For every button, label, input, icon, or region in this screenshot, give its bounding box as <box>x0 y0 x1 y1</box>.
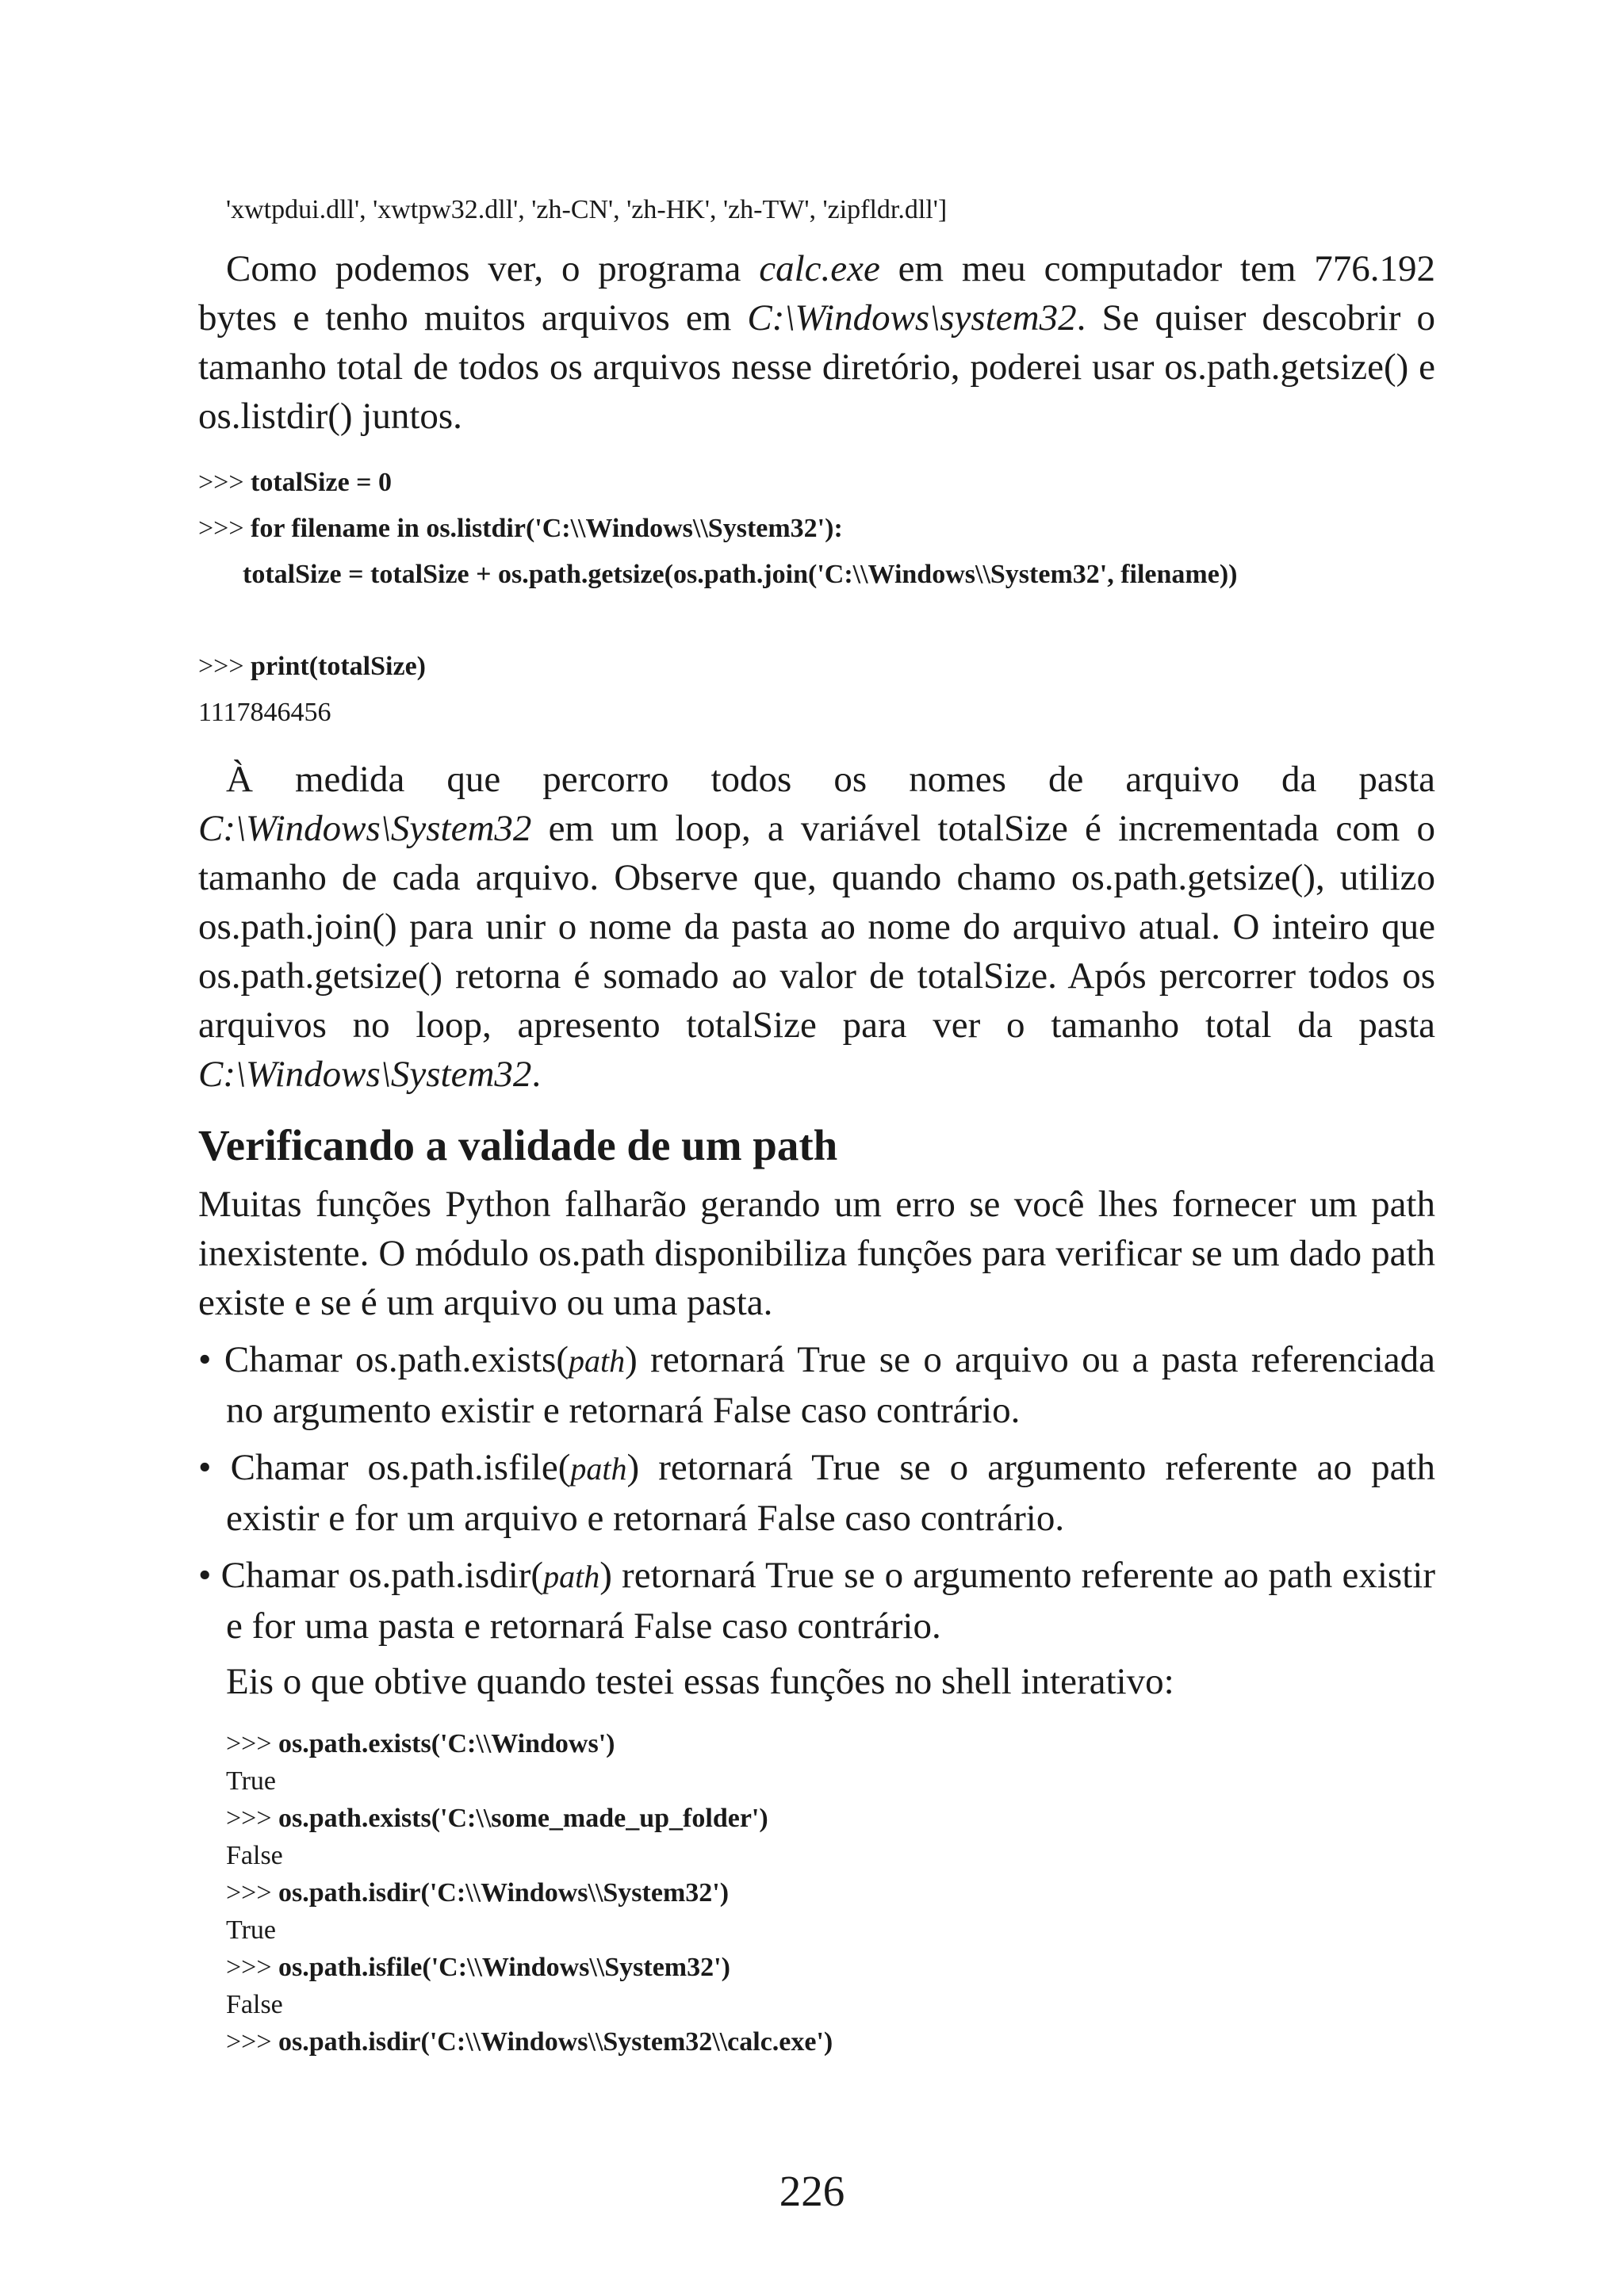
code-output-line: 'xwtpdui.dll', 'xwtpw32.dll', 'zh-CN', 'zh-HK', 'zh-TW', 'zipfldr.dll'] <box>226 195 948 224</box>
text-span: Como podemos ver, o programa <box>226 248 760 289</box>
code-command: os.path.isdir('C:\\Windows\\System32') <box>278 1878 730 1908</box>
prompt: >>> <box>226 1878 279 1908</box>
code-line <box>226 1874 1435 1911</box>
code-block-path-checks <box>198 1725 1435 2061</box>
prompt: >>> <box>198 514 251 543</box>
italic-path: C:\Windows\system32 <box>747 297 1077 339</box>
code-command: os.path.exists('C:\\Windows') <box>278 1729 615 1758</box>
code-block-totalsize <box>198 460 1435 736</box>
section-heading: Verificando a validade de um path <box>198 1121 838 1169</box>
prompt: >>> <box>226 1804 279 1833</box>
code-command: for filename in os.listdir('C:\\Windows\\System32'): <box>251 514 843 543</box>
page-number: 226 <box>779 2167 845 2215</box>
text-span: em um loop, a variável totalSize é incrementada com o tamanho de cada arquivo. Observe que, quando chamo os.path.getsize(), utilizo os.path.join() para unir o nome da pasta ao nome do arquivo atual. O inteiro que os.path.getsize() retorna é somado ao valor de totalSize. Após percorrer todos os arquivos no loop, apresento totalSize para ver o tamanho total da pasta <box>198 808 1435 1046</box>
code-line <box>226 1949 1435 1986</box>
prompt: >>> <box>226 1953 279 1982</box>
italic-path: C:\Windows\System32 <box>198 808 532 849</box>
code-line <box>198 506 1435 552</box>
paragraph-loop-explanation <box>198 755 1435 1099</box>
code-output: False <box>226 1841 283 1870</box>
code-line <box>226 1800 1435 1837</box>
code-line <box>226 2023 1435 2061</box>
code-command: totalSize = totalSize + os.path.getsize(os.path.join('C:\\Windows\\System32', filename)) <box>243 560 1238 589</box>
paragraph-shell-intro: Eis o que obtive quando testei essas funções no shell interativo: <box>226 1661 1174 1702</box>
code-line <box>198 552 1435 598</box>
paragraph-intro: Muitas funções Python falharão gerando um erro se você lhes fornecer um path inexistente. O módulo os.path disponibiliza funções para verificar se um dado path existe e se é um arquivo ou uma pasta. <box>198 1184 1435 1323</box>
italic-arg: path <box>570 1451 627 1487</box>
code-command: os.path.exists('C:\\some_made_up_folder') <box>278 1804 768 1833</box>
code-command: os.path.isfile('C:\\Windows\\System32') <box>278 1953 730 1982</box>
text-span: Chamar os.path.isdir( <box>220 1555 544 1596</box>
bullet-exists <box>198 1335 1435 1435</box>
code-line <box>226 1725 1435 1762</box>
code-line <box>198 644 1435 690</box>
text-span: Chamar os.path.exists( <box>224 1339 569 1380</box>
code-line <box>198 460 1435 506</box>
page-content <box>198 187 1435 2061</box>
prompt: >>> <box>198 468 251 497</box>
bullet-icon: • <box>198 1447 212 1488</box>
prompt: >>> <box>198 652 251 681</box>
code-output: False <box>226 1990 283 2019</box>
code-output: True <box>226 1915 276 1945</box>
code-output: 1117846456 <box>198 698 331 727</box>
code-command: os.path.isdir('C:\\Windows\\System32\\calc.exe') <box>278 2027 833 2057</box>
text-span: À medida que percorro todos os nomes de arquivo da pasta <box>226 759 1435 800</box>
italic-arg: path <box>543 1559 600 1594</box>
text-span: Chamar os.path.isfile( <box>230 1447 571 1488</box>
blank-line <box>198 598 1435 644</box>
bullet-isdir <box>198 1551 1435 1651</box>
text-span: ) retornará True se o argumento referente ao path existir e for um arquivo e retornará False caso contrário. <box>226 1447 1436 1539</box>
bullet-icon: • <box>198 1339 212 1380</box>
italic-path: C:\Windows\System32 <box>198 1054 532 1095</box>
code-command: print(totalSize) <box>251 652 426 681</box>
bullet-icon: • <box>198 1555 212 1596</box>
code-command: totalSize = 0 <box>251 468 393 497</box>
italic-arg: path <box>568 1343 626 1379</box>
code-output: True <box>226 1766 276 1796</box>
text-span: ) retornará True se o arquivo ou a pasta referenciada no argumento existir e retornará False caso contrário. <box>226 1339 1436 1431</box>
italic-filename: calc.exe <box>759 248 880 289</box>
paragraph-calc-size <box>198 244 1435 441</box>
text-span: em meu computador tem 776.192 bytes e tenho muitos arquivos em <box>198 248 1435 339</box>
bullet-isfile <box>198 1443 1435 1543</box>
prompt: >>> <box>226 2027 279 2057</box>
text-span: . Se quiser descobrir o tamanho total de todos os arquivos nesse diretório, poderei usar os.path.getsize() e os.listdir() juntos. <box>198 297 1435 437</box>
prompt: >>> <box>226 1729 279 1758</box>
text-span: . <box>531 1054 542 1095</box>
text-span: ) retornará True se o argumento referente ao path existir e for uma pasta e retornará False caso contrário. <box>226 1555 1435 1647</box>
